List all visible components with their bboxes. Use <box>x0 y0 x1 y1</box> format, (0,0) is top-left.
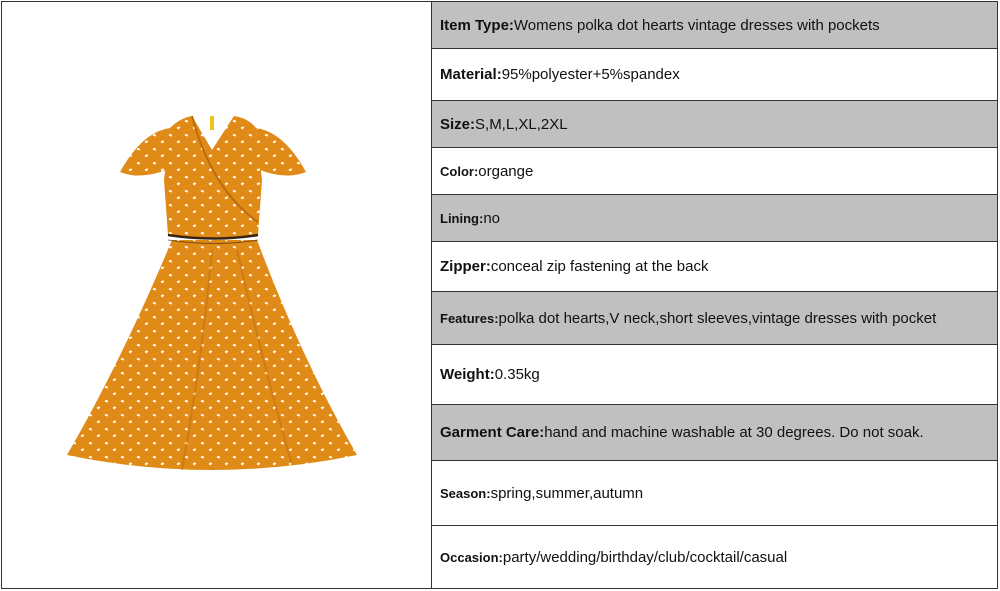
spec-value: organge <box>478 162 534 180</box>
spec-row-size <box>432 101 997 148</box>
spec-value: 95%polyester+5%spandex <box>501 66 680 83</box>
spec-row-garment-care <box>432 405 997 461</box>
spec-value: party/wedding/birthday/club/cocktail/casual <box>502 548 788 566</box>
spec-row-season <box>432 461 997 526</box>
spec-row-features <box>432 292 997 345</box>
product-image-cell <box>2 2 432 588</box>
spec-label: Features: <box>440 310 499 326</box>
spec-row-item-type <box>432 2 997 49</box>
spec-value: hand and machine washable at 30 degrees. Do not soak. <box>544 424 924 441</box>
spec-row-color <box>432 148 997 195</box>
spec-value: Womens polka dot hearts vintage dresses with pockets <box>513 16 880 34</box>
spec-row-occasion <box>432 526 997 588</box>
spec-table <box>432 2 997 588</box>
spec-label: Size: <box>440 115 476 133</box>
spec-value: 0.35kg <box>494 366 540 383</box>
spec-label: Color: <box>440 163 479 179</box>
spec-label: Occasion: <box>440 549 503 565</box>
product-spec-sheet <box>1 1 998 589</box>
spec-row-zipper <box>432 242 997 292</box>
spec-label: Zipper: <box>440 258 491 275</box>
spec-value: conceal zip fastening at the back <box>490 258 709 275</box>
spec-value: polka dot hearts,V neck,short sleeves,vintage dresses with pocket <box>498 309 937 327</box>
spec-label: Weight: <box>440 366 495 383</box>
spec-row-lining <box>432 195 997 242</box>
spec-label: Lining: <box>440 210 484 226</box>
spec-value: no <box>483 209 501 227</box>
dress-image <box>62 110 362 470</box>
spec-row-weight <box>432 345 997 405</box>
spec-value: S,M,L,XL,2XL <box>475 115 568 133</box>
spec-label: Garment Care: <box>440 424 545 441</box>
spec-value: spring,summer,autumn <box>490 484 644 502</box>
spec-label: Material: <box>440 66 502 83</box>
spec-label: Item Type: <box>440 16 514 34</box>
spec-label: Season: <box>440 485 491 501</box>
spec-row-material <box>432 49 997 101</box>
